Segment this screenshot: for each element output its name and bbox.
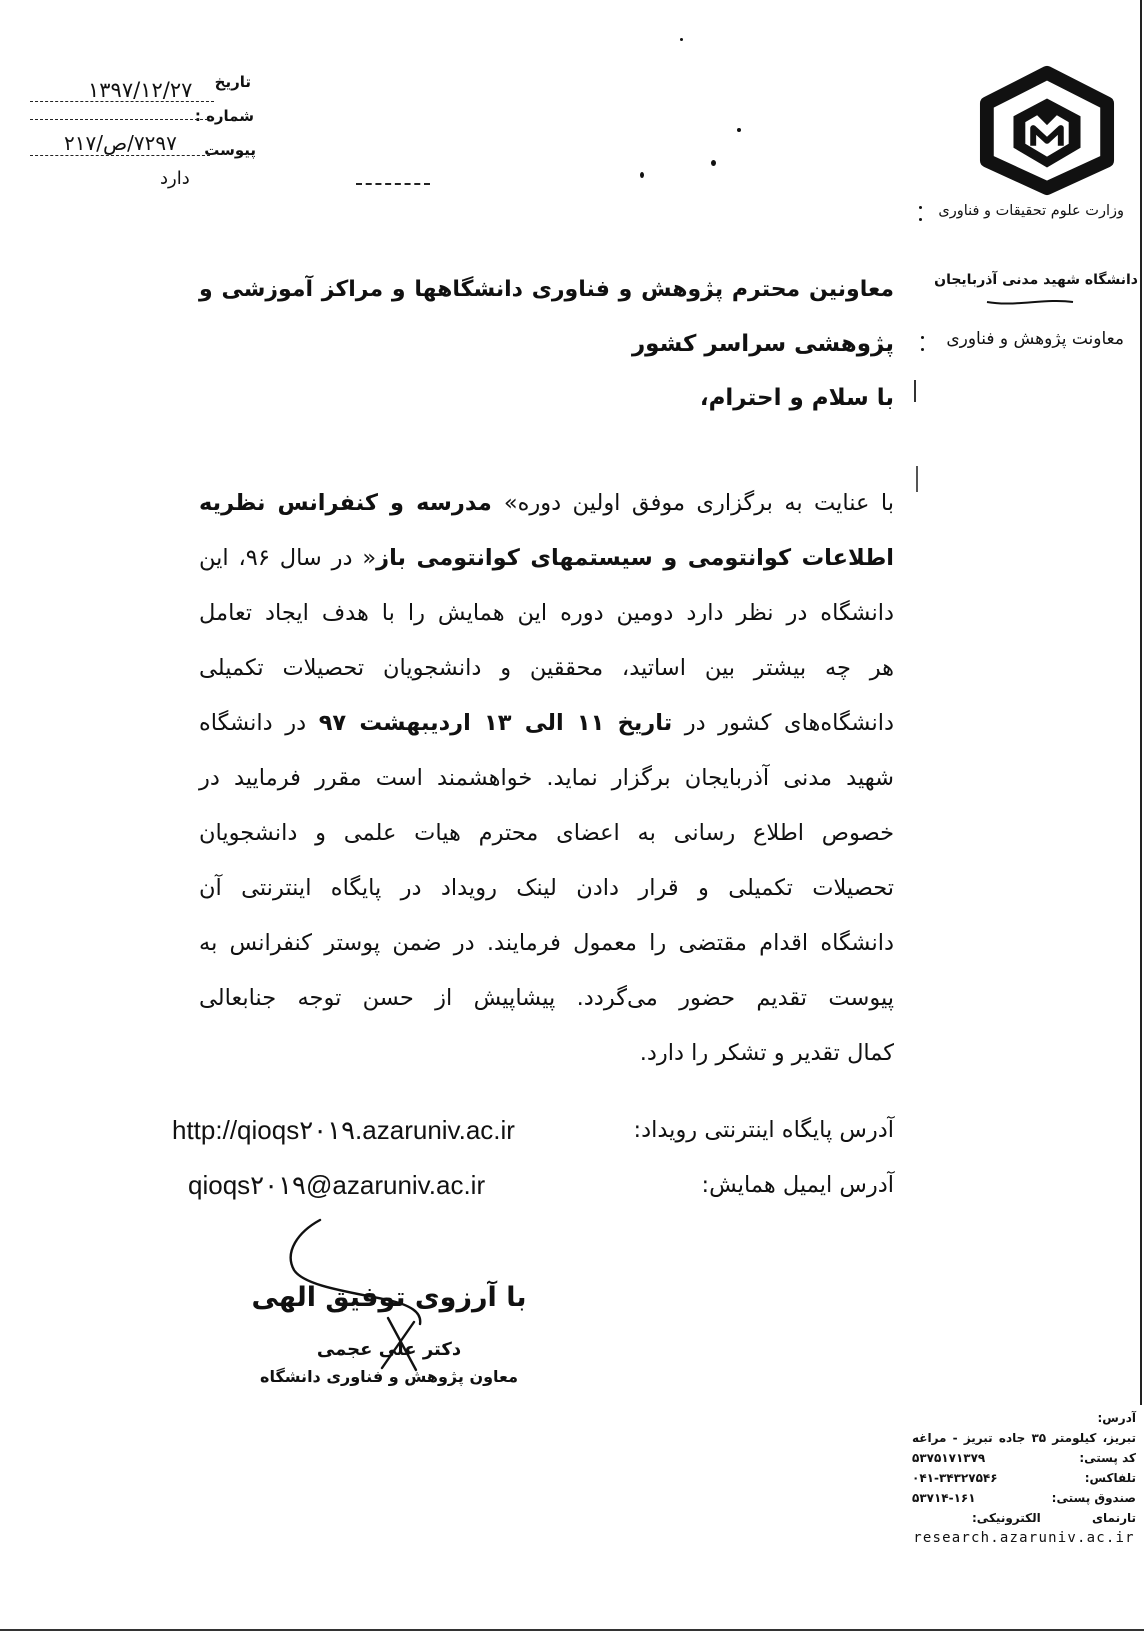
address-label: آدرس:	[1097, 1411, 1136, 1425]
ministry-name: وزارت علوم تحقیقات و فناوری	[938, 203, 1124, 219]
scan-speck	[919, 218, 922, 221]
body-text: دانشگاه اقدام مقتضی را معمول فرمایند. در ضمن پوستر کنفرانس به	[199, 930, 894, 956]
body-line	[199, 696, 894, 751]
website-label: آدرس پایگاه اینترنتی رویداد:	[633, 1117, 894, 1143]
body-line	[199, 641, 894, 696]
website-row	[172, 1105, 894, 1155]
number-label: شماره :	[194, 107, 254, 125]
telfax-value: ۰۴۱-۳۴۳۲۷۵۴۶	[912, 1471, 998, 1485]
telfax-row	[912, 1468, 1136, 1488]
body-line	[199, 531, 894, 586]
scan-speck	[737, 128, 741, 132]
closing-phrase: با آرزوی توفیق الهی	[251, 1282, 527, 1313]
close-quote: »	[362, 545, 377, 571]
postal-code-row	[912, 1448, 1136, 1468]
greeting: با سلام و احترام،	[699, 385, 894, 411]
website-footer-url: research.azaruniv.ac.ir	[913, 1530, 1135, 1546]
open-quote: «	[503, 490, 518, 516]
body-line	[199, 751, 894, 806]
body-text: کمال تقدیر و تشکر را دارد.	[639, 1040, 894, 1066]
conference-title: مدرسه و کنفرانس نظریه	[199, 490, 504, 516]
scan-speck	[919, 206, 922, 209]
email-label: آدرس ایمیل همایش:	[701, 1172, 894, 1198]
attachment-status: دارد	[160, 168, 190, 189]
scan-mark	[914, 380, 916, 402]
date-dotted-line	[30, 101, 214, 102]
event-date: تاریخ ۱۱ الی ۱۳ اردیبهشت ۹۷	[318, 710, 673, 736]
scan-mark	[356, 183, 430, 185]
signer-name: دکتر علی عجمی	[316, 1339, 462, 1360]
handwritten-signature	[270, 1212, 470, 1382]
signer-title: معاون پژوهش و فناوری دانشگاه	[260, 1367, 518, 1386]
date-label: تاریخ	[214, 73, 251, 91]
scan-speck	[680, 38, 683, 41]
office-name: معاونت پژوهش و فناوری	[946, 329, 1124, 349]
body-text: خصوص اطلاع رسانی به اعضای محترم هیات علمی و دانشجویان	[199, 820, 894, 846]
scan-speck	[921, 348, 924, 351]
address-text: تبریز، کیلومتر ۳۵ جاده تبریز - مراغه	[912, 1431, 1136, 1445]
scan-speck	[640, 172, 644, 178]
email-row	[188, 1160, 894, 1210]
website-footer-label: تارنمای الکترونیکی:	[972, 1511, 1136, 1525]
reference-value: ۷۲۹۷/ص/۲۱۷	[64, 131, 177, 155]
body-text: شهید مدنی آذربایجان برگزار نماید. خواهشمند است مقرر فرمایید در	[199, 765, 894, 791]
body-text: در دانشگاه	[199, 710, 319, 736]
website-url: http://qioqs۲۰۱۹.azaruniv.ac.ir	[172, 1114, 515, 1145]
attachment-dotted-line	[30, 155, 210, 156]
contact-block	[912, 1408, 1136, 1548]
email-address: qioqs۲۰۱۹@azaruniv.ac.ir	[188, 1169, 486, 1200]
conference-title: اطلاعات کوانتومی و سیستمهای کوانتومی باز	[376, 545, 894, 571]
body-text: پیوست تقدیم حضور می‌گردد. پیشاپیش از حسن توجه جنابعالی	[199, 985, 894, 1011]
scan-speck	[921, 336, 924, 339]
addressee-block	[199, 263, 894, 425]
university-logo-icon	[978, 64, 1116, 196]
attachment-label: پیوست	[204, 141, 256, 159]
scan-mark	[916, 466, 918, 492]
body-text: تحصیلات تکمیلی و قرار دادن لینک رویداد در پایگاه اینترنتی آن	[199, 875, 894, 901]
body-text: دانشگاه‌های کشور در	[672, 710, 894, 736]
university-name: دانشگاه شهید مدنی آذربایجان	[934, 272, 1138, 288]
postal-code-label: کد پستی:	[1079, 1451, 1136, 1465]
body-text: دانشگاه در نظر دارد دومین دوره این همایش را با هدف ایجاد تعامل	[199, 600, 894, 626]
body-line	[199, 1026, 894, 1081]
scan-edge-line	[1140, 0, 1142, 1405]
body-text: در سال ۹۶، این	[199, 545, 363, 571]
addressee-line: پژوهشی سراسر کشور	[631, 331, 894, 357]
body-text: با عنایت به برگزاری موفق اولین دوره	[517, 490, 894, 516]
body-line	[199, 476, 894, 531]
scan-speck	[711, 160, 716, 166]
body-line	[199, 971, 894, 1026]
telfax-label: تلفاکس:	[1084, 1471, 1136, 1485]
po-box-value: ۵۳۷۱۴-۱۶۱	[912, 1491, 976, 1505]
body-line	[199, 806, 894, 861]
addressee-line: معاونین محترم پژوهش و فناوری دانشگاهها و مراکز آموزشی و	[199, 277, 894, 302]
underline-stroke	[985, 296, 1075, 308]
date-value: ۱۳۹۷/۱۲/۲۷	[88, 78, 193, 102]
body-text: هر چه بیشتر بین اساتید، محققین و دانشجویان تحصیلات تکمیلی	[199, 655, 894, 681]
po-box-row	[912, 1488, 1136, 1508]
scan-edge-line	[0, 1629, 1144, 1631]
body-line	[199, 861, 894, 916]
postal-code-value: ۵۳۷۵۱۷۱۳۷۹	[912, 1451, 986, 1465]
body-paragraph	[199, 476, 894, 1081]
po-box-label: صندوق پستی:	[1051, 1491, 1136, 1505]
body-line	[199, 586, 894, 641]
number-dotted-line	[30, 119, 208, 120]
body-line	[199, 916, 894, 971]
